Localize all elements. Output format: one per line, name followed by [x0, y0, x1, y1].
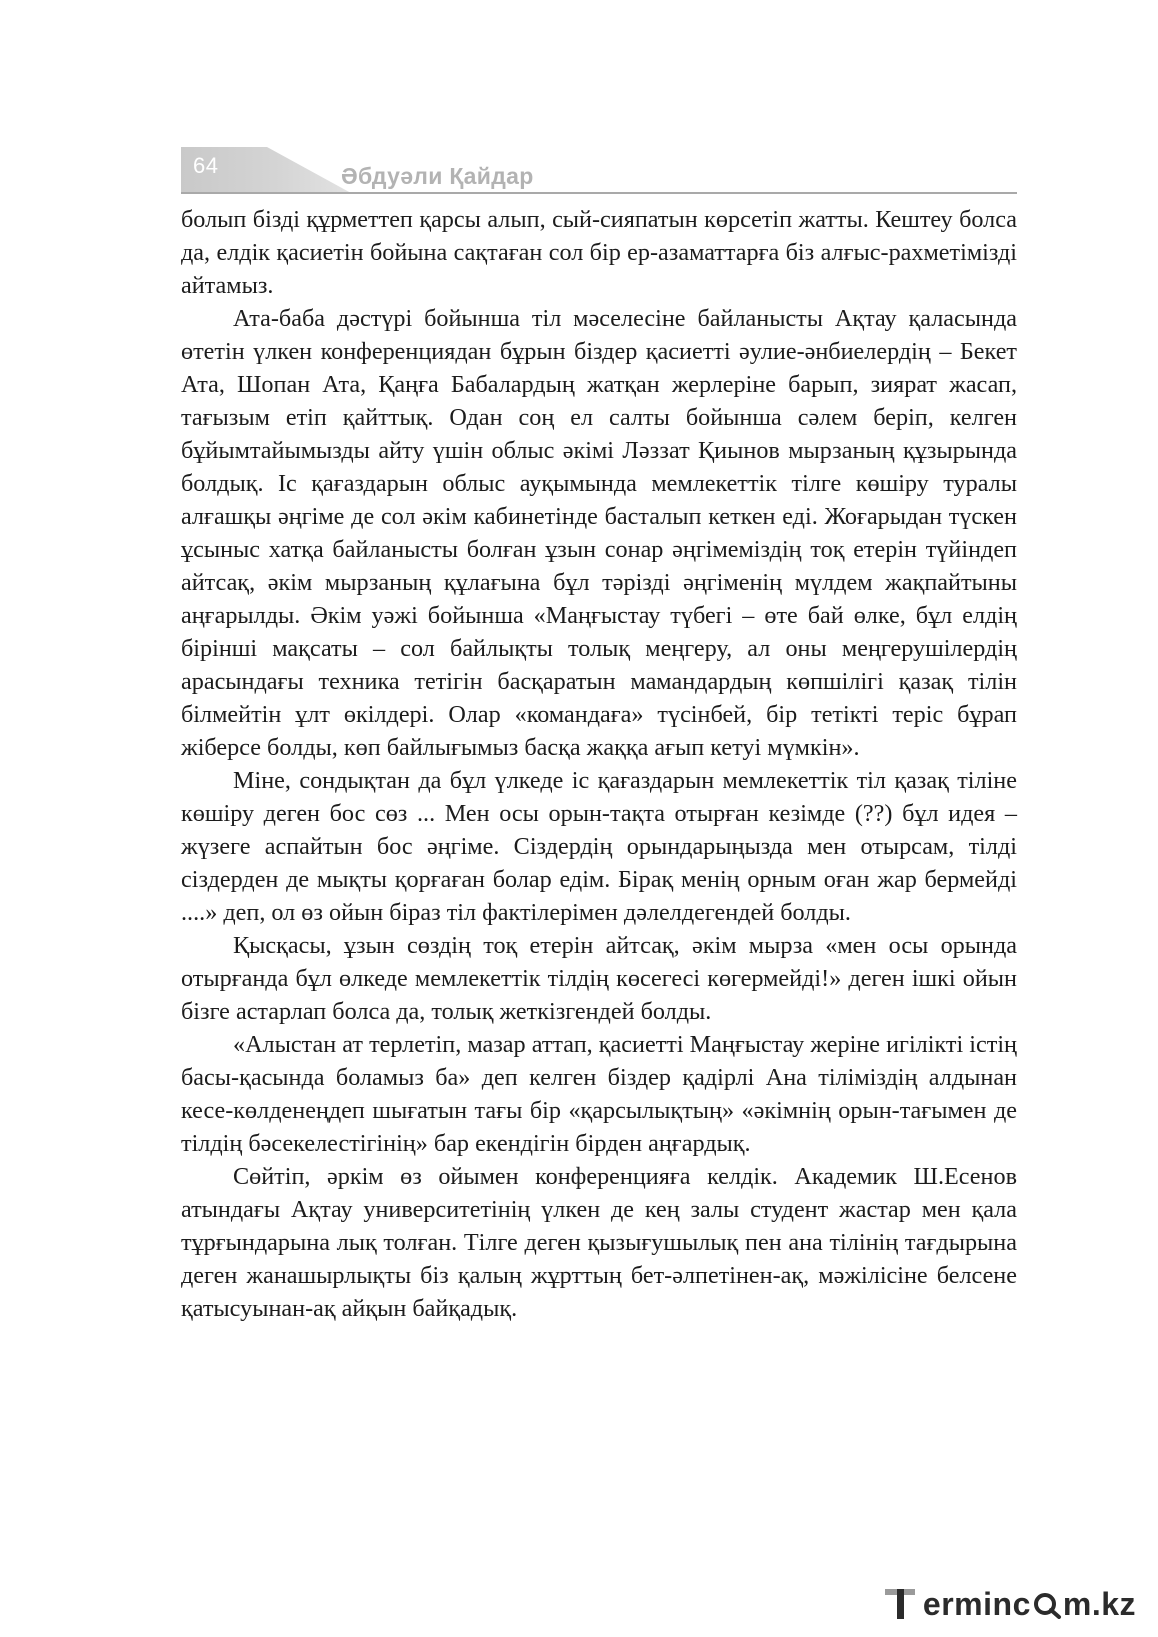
watermark-text: erminc [922, 1585, 1031, 1622]
watermark-logo [883, 1585, 1136, 1623]
paragraph: Ата-баба дәстүрі бойынша тіл мәселесіне байланысты Ақтау қаласында өтетін үлкен конференциядан бұрын біздер қасиетті әулие-әнбиелердің – Бекет Ата, Шопан Ата, Қаңға Бабалардың жатқан жерлеріне барып, зиярат жасап, тағызым етіп қайттық. Одан соң ел салты бойынша сәлем беріп, келген бұйымтайымызды айту үшін облыс әкімі Ләззат Қиынов мырзаның құзырында болдық. Іс қағаздарын облыс ауқымында мемлекеттік тілге көшіру туралы алғашқы әңгіме де сол әкім кабинетінде басталып кеткен еді. Жоғарыдан түскен ұсыныс хатқа байланысты болған ұзын сонар әңгімеміздің тоқ етерін түйіндеп айтсақ, әкім мырзаның құлағына бұл тәрізді әңгіменің мүлдем жақпайтыны аңғарылды. Әкім уәжі бойынша «Маңғыстау түбегі – өте бай өлке, бұл елдің бірінші мақсаты – сол байлықты толық меңгеру, ал оны меңгерушілердің арасындағы техника тетігін басқаратын мамандардың көпшілігі қазақ тілін білмейтін ұлт өкілдері. Олар «командаға» түсінбей, бір тетікті теріс бұрап жіберсе болды, көп байлығымыз басқа жаққа ағып кетуі мүмкін». [181, 305, 1017, 761]
paragraph: Міне, сондықтан да бұл үлкеде іс қағаздарын мемлекеттік тіл қазақ тіліне көшіру деген бос сөз ... Мен осы орын-тақта отырған кезімде (??) бұл идея – жүзеге аспайтын бос әңгіме. Сіздердің орындарыңызда мен отырсам, тілді сіздерден де мықты қорғаған болар едім. Бірақ менің орным оған жар бермейді ....» деп, ол өз ойын біраз тіл фактілерімен дәлелдегендей болды. [181, 767, 1017, 926]
paragraph: «Алыстан ат терлетіп, мазар аттап, қасиетті Маңғыстау жеріне игілікті істің басы-қасында боламыз ба» деп келген біздер қадірлі Ана тіліміздің алдынан кесе-көлденеңдеп шығатын тағы бір «қарсылықтың» «әкімнің орын-тағымен де тілдің бәсекелестігінің» бар екендігін бірден аңғардық. [181, 1031, 1017, 1157]
page-header [181, 147, 1017, 193]
running-header-author: Әбдуәли Қайдар [341, 163, 534, 189]
watermark-domain: m.kz [1062, 1585, 1136, 1622]
paragraph-continuation: болып бізді құрметтеп қарсы алып, сый-сияпатын көрсетіп жатты. Кештеу болса да, елдік қасиетін бойына сақтаған сол бір ер-азаматтарға біз алғыс-рахметімізді айтамыз. [181, 206, 1017, 299]
paragraph: Сөйтіп, әркім өз ойымен конференцияға келдік. Академик Ш.Есенов атындағы Ақтау университетінің үлкен де кең залы студент жастар мен қала тұрғындарына лық толған. Тілге деген қызығушылық пен ана тілінің тағдырына деген жанашырлықты біз қалың жұрттың бет-әлпетінен-ақ, мәжілісіне белсене қатысуынан-ақ айқын байқадық. [181, 1163, 1017, 1322]
magnifier-icon [1032, 1589, 1062, 1619]
header-rule [181, 192, 1017, 194]
paragraph: Қысқасы, ұзын сөздің тоқ етерін айтсақ, әкім мырза «мен осы орында отырғанда бұл өлкеде мемлекеттік тілдің көсегесі көгермейді!» деген ішкі ойын бізге астарлап болса да, толық жеткізгендей болды. [181, 932, 1017, 1025]
t-letter-logo-icon [883, 1585, 921, 1623]
page-number: 64 [193, 153, 219, 178]
body-text [181, 203, 1017, 1325]
